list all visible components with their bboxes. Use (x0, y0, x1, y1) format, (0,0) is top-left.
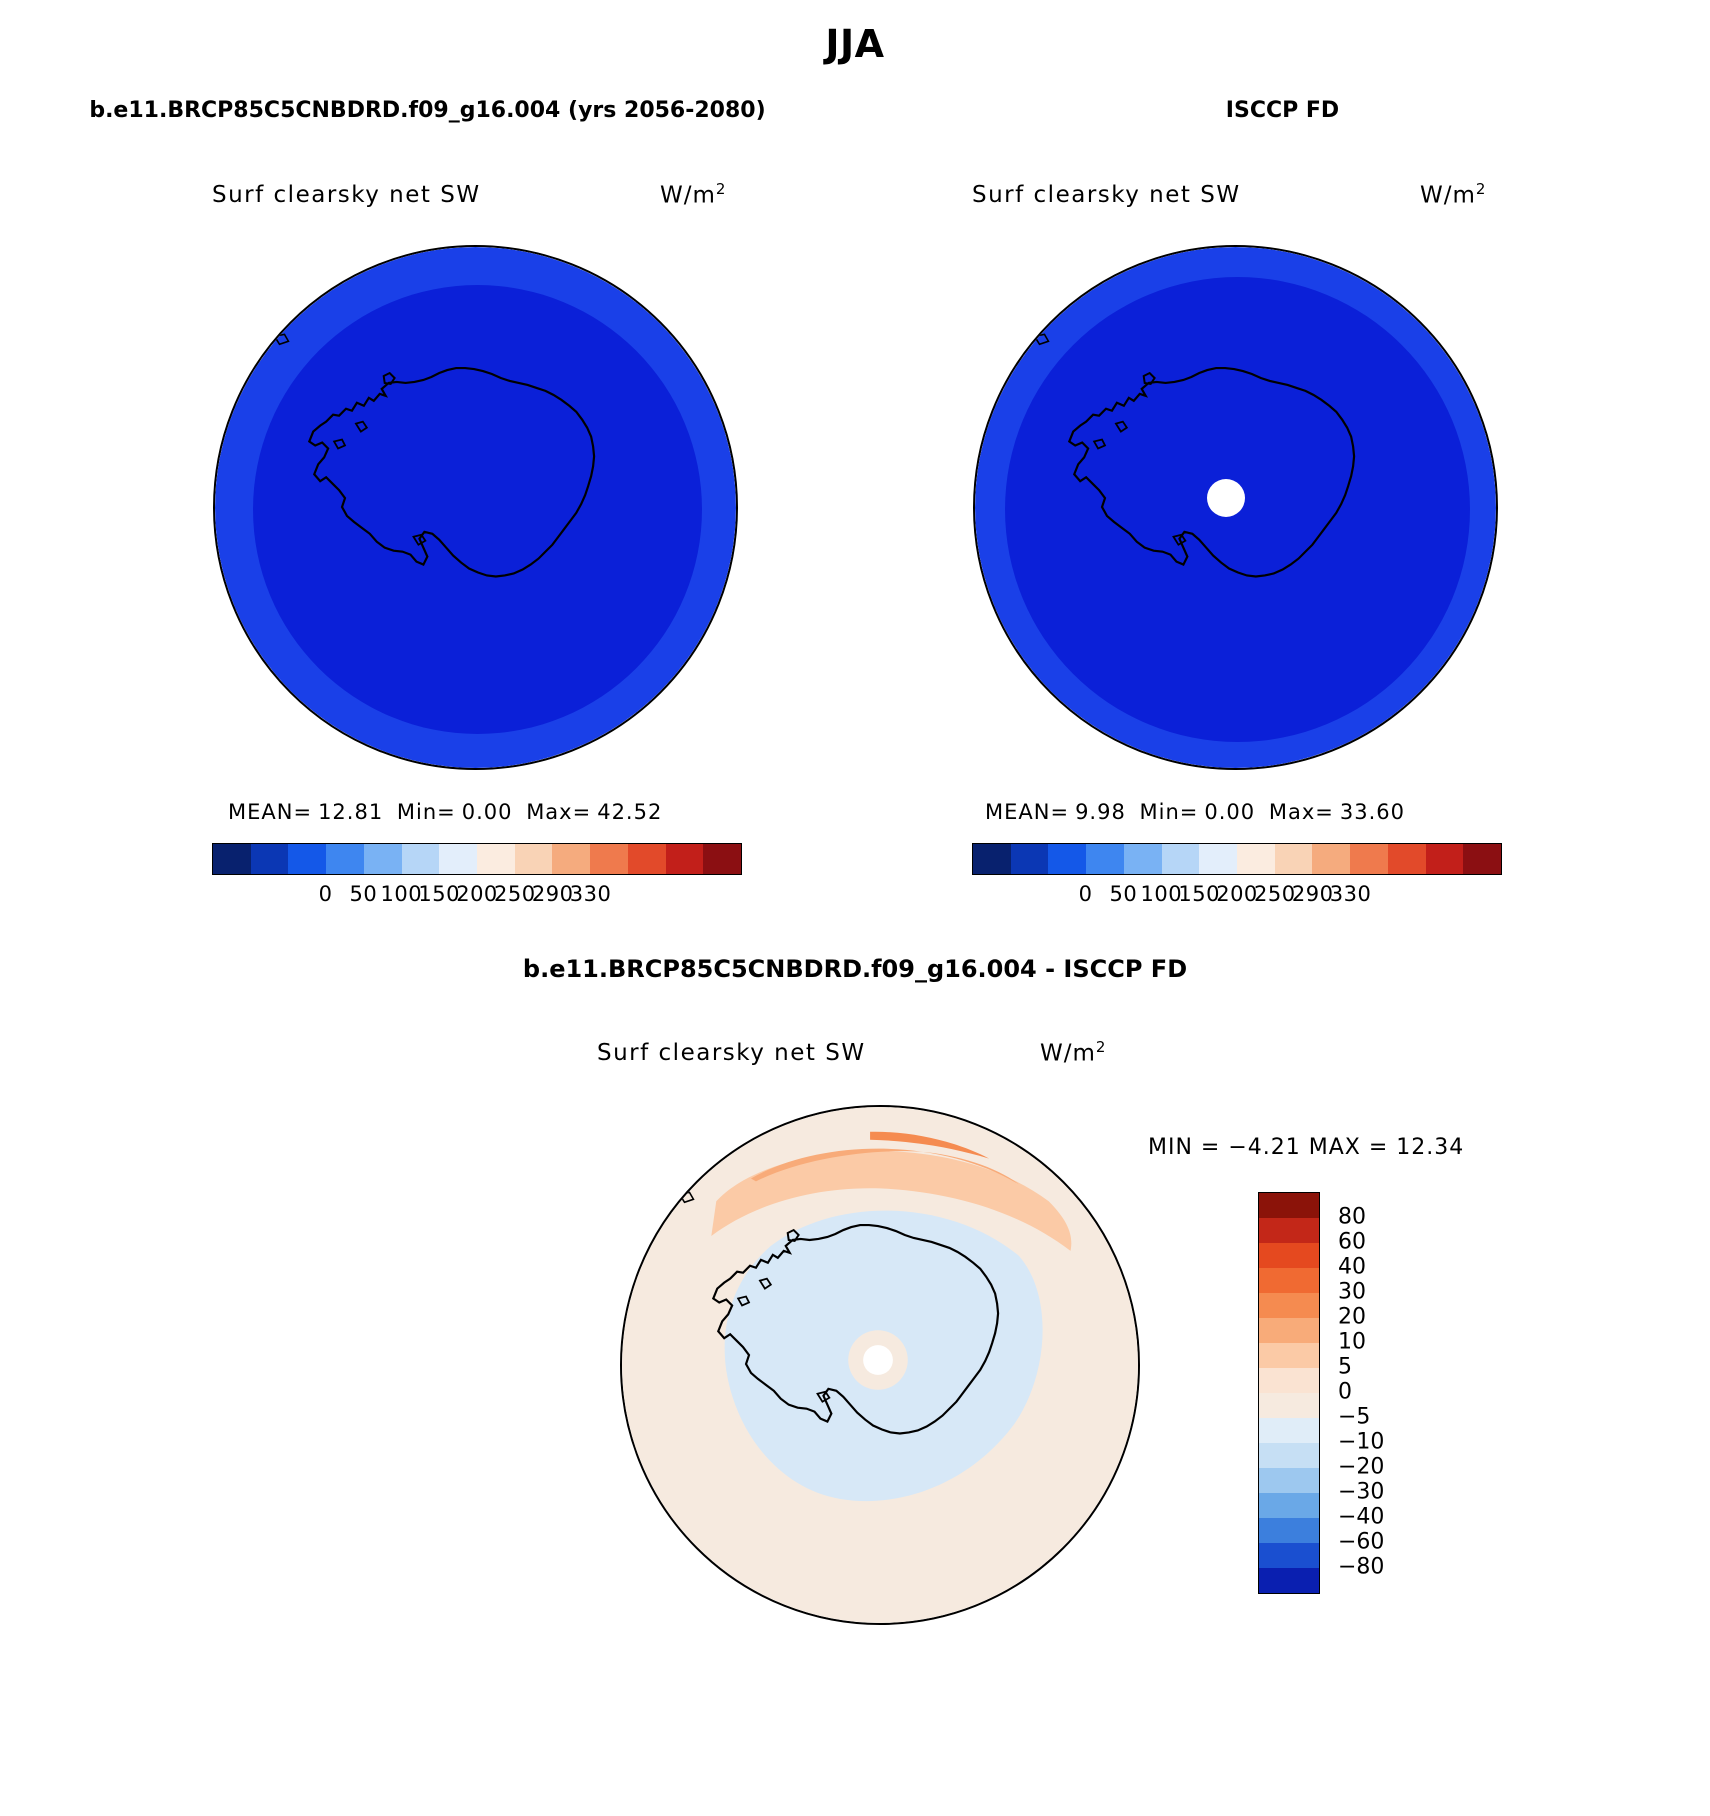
colorbar-swatch (288, 844, 326, 874)
variable-label-difference: Surf clearsky net SW (597, 1040, 866, 1066)
minmax-difference: MIN = −4.21 MAX = 12.34 (1148, 1135, 1465, 1160)
mean-value-obs: 9.98 (1075, 800, 1126, 824)
diff-colorbar-tick-label: 0 (1338, 1379, 1352, 1405)
max-label-model: Max= (526, 800, 592, 824)
map-obs (973, 245, 1498, 770)
colorbar-swatch (439, 844, 477, 874)
diff-colorbar-tick-label: −10 (1338, 1429, 1385, 1455)
min-value-model: 0.00 (461, 800, 513, 824)
panel-title-model: b.e11.BRCP85C5CNBDRD.f09_g16.004 (yrs 2056-2080) (89, 98, 766, 123)
variable-label-model: Surf clearsky net SW (212, 182, 481, 208)
diff-colorbar-swatch (1259, 1543, 1319, 1568)
colorbar-tick-label: 330 (1329, 882, 1372, 906)
colorbar-swatch (1086, 844, 1124, 874)
colorbar-tick-label: 250 (494, 882, 536, 906)
colorbar-swatch (1275, 844, 1313, 874)
max-value-model: 42.52 (597, 800, 663, 824)
colorbar-swatch (628, 844, 666, 874)
colorbar-swatch (590, 844, 628, 874)
diff-colorbar-swatch (1259, 1268, 1319, 1293)
colorbar-swatch (1312, 844, 1350, 874)
colorbar-swatch (515, 844, 553, 874)
colorbar-swatch (973, 844, 1011, 874)
colorbar-tick-label: 290 (531, 882, 574, 906)
units-exponent-difference: 2 (1095, 1038, 1107, 1056)
colorbar-tick-label: 330 (569, 882, 612, 906)
diff-colorbar-tick-label: −20 (1338, 1454, 1385, 1480)
colorbar-swatch (1463, 844, 1501, 874)
min-value-obs: 0.00 (1204, 800, 1256, 824)
units-text-model: W/m (660, 182, 716, 209)
colorbar-swatch (1388, 844, 1426, 874)
colorbar-swatch (1124, 844, 1162, 874)
diff-colorbar-swatch (1259, 1293, 1319, 1318)
colorbar-swatch (666, 844, 704, 874)
stats-obs (985, 800, 1411, 824)
panel-title-difference: b.e11.BRCP85C5CNBDRD.f09_g16.004 - ISCCP FD (522, 955, 1188, 983)
max-label-obs: Max= (1268, 800, 1334, 824)
map-disk-obs (973, 245, 1498, 770)
max-value-obs: 33.60 (1339, 800, 1405, 824)
colorbar-model (212, 843, 742, 875)
diff-colorbar-tick-label: −60 (1338, 1529, 1385, 1555)
colorbar-tick-label: 100 (380, 882, 423, 906)
diff-colorbar-tick-label: −30 (1338, 1479, 1385, 1505)
diff-colorbar-tick-label: 60 (1338, 1229, 1366, 1255)
map-model (213, 245, 738, 770)
diff-colorbar-tick-label: 20 (1338, 1304, 1366, 1330)
colorbar-tick-label: 0 (318, 882, 333, 906)
diff-colorbar-tick-label: −80 (1338, 1554, 1385, 1580)
colorbar-swatch (1048, 844, 1086, 874)
mean-label-model: MEAN= (228, 800, 313, 824)
diff-colorbar-tick-label: −40 (1338, 1504, 1385, 1530)
panel-title-obs: ISCCP FD (1225, 98, 1340, 123)
colorbar-tick-label: 50 (349, 882, 378, 906)
diff-colorbar-swatch (1259, 1393, 1319, 1418)
map-disk-difference (620, 1105, 1140, 1625)
diff-colorbar-tick-label: −5 (1338, 1404, 1371, 1430)
colorbar-tick-label: 50 (1109, 882, 1138, 906)
units-text-difference: W/m (1040, 1040, 1096, 1067)
colorbar-swatch (1237, 844, 1275, 874)
diff-colorbar-swatch (1259, 1218, 1319, 1243)
diff-colorbar-swatch (1259, 1418, 1319, 1443)
colorbar-swatch (477, 844, 515, 874)
colorbar-tick-label: 100 (1140, 882, 1183, 906)
diff-colorbar-swatch (1259, 1243, 1319, 1268)
diff-colorbar-tick-label: 5 (1338, 1354, 1352, 1380)
units-exponent-obs: 2 (1475, 180, 1487, 198)
colorbar-ticks-model (212, 882, 740, 912)
min-label-model: Min= (396, 800, 456, 824)
colorbar-swatch (552, 844, 590, 874)
variable-label-obs: Surf clearsky net SW (972, 182, 1241, 208)
colorbar-ticks-difference (1338, 1192, 1458, 1592)
diff-colorbar-tick-label: 30 (1338, 1279, 1366, 1305)
colorbar-tick-label: 150 (1178, 882, 1220, 906)
colorbar-swatch (213, 844, 251, 874)
antarctica-coastline-model (215, 247, 736, 768)
colorbar-tick-label: 250 (1254, 882, 1296, 906)
map-difference (620, 1105, 1140, 1625)
units-label-obs (1420, 180, 1486, 209)
colorbar-swatch (703, 844, 741, 874)
colorbar-swatch (326, 844, 364, 874)
colorbar-tick-label: 0 (1078, 882, 1093, 906)
colorbar-swatch (1199, 844, 1237, 874)
colorbar-tick-label: 150 (418, 882, 460, 906)
colorbar-swatch (1350, 844, 1388, 874)
diff-colorbar-tick-label: 80 (1338, 1204, 1366, 1230)
units-text-obs: W/m (1420, 182, 1476, 209)
map-disk-model (213, 245, 738, 770)
diff-colorbar-swatch (1259, 1368, 1319, 1393)
colorbar-ticks-obs (972, 882, 1500, 912)
diff-colorbar-swatch (1259, 1318, 1319, 1343)
diff-colorbar-swatch (1259, 1443, 1319, 1468)
diff-colorbar-tick-label: 10 (1338, 1329, 1366, 1355)
diff-colorbar-tick-label: 40 (1338, 1254, 1366, 1280)
diff-colorbar-swatch (1259, 1468, 1319, 1493)
units-label-model (660, 180, 726, 209)
colorbar-tick-label: 200 (1216, 882, 1258, 906)
units-label-difference (1040, 1038, 1106, 1067)
colorbar-swatch (1011, 844, 1049, 874)
colorbar-obs (972, 843, 1502, 875)
diff-colorbar-swatch (1259, 1343, 1319, 1368)
min-label-obs: Min= (1139, 800, 1199, 824)
units-exponent-model: 2 (715, 180, 727, 198)
colorbar-swatch (402, 844, 440, 874)
mean-label-obs: MEAN= (985, 800, 1070, 824)
colorbar-swatch (1426, 844, 1464, 874)
page-title: JJA (825, 22, 885, 66)
mean-value-model: 12.81 (318, 800, 384, 824)
antarctica-coastline-obs (975, 247, 1496, 768)
colorbar-swatch (1162, 844, 1200, 874)
colorbar-tick-label: 290 (1291, 882, 1334, 906)
colorbar-swatch (364, 844, 402, 874)
diff-colorbar-swatch (1259, 1518, 1319, 1543)
colorbar-difference (1258, 1192, 1320, 1594)
diff-colorbar-swatch (1259, 1193, 1319, 1218)
antarctica-coastline-difference (622, 1107, 1138, 1623)
colorbar-swatch (251, 844, 289, 874)
diff-colorbar-swatch (1259, 1568, 1319, 1593)
colorbar-tick-label: 200 (456, 882, 498, 906)
stats-model (228, 800, 668, 824)
diff-colorbar-swatch (1259, 1493, 1319, 1518)
